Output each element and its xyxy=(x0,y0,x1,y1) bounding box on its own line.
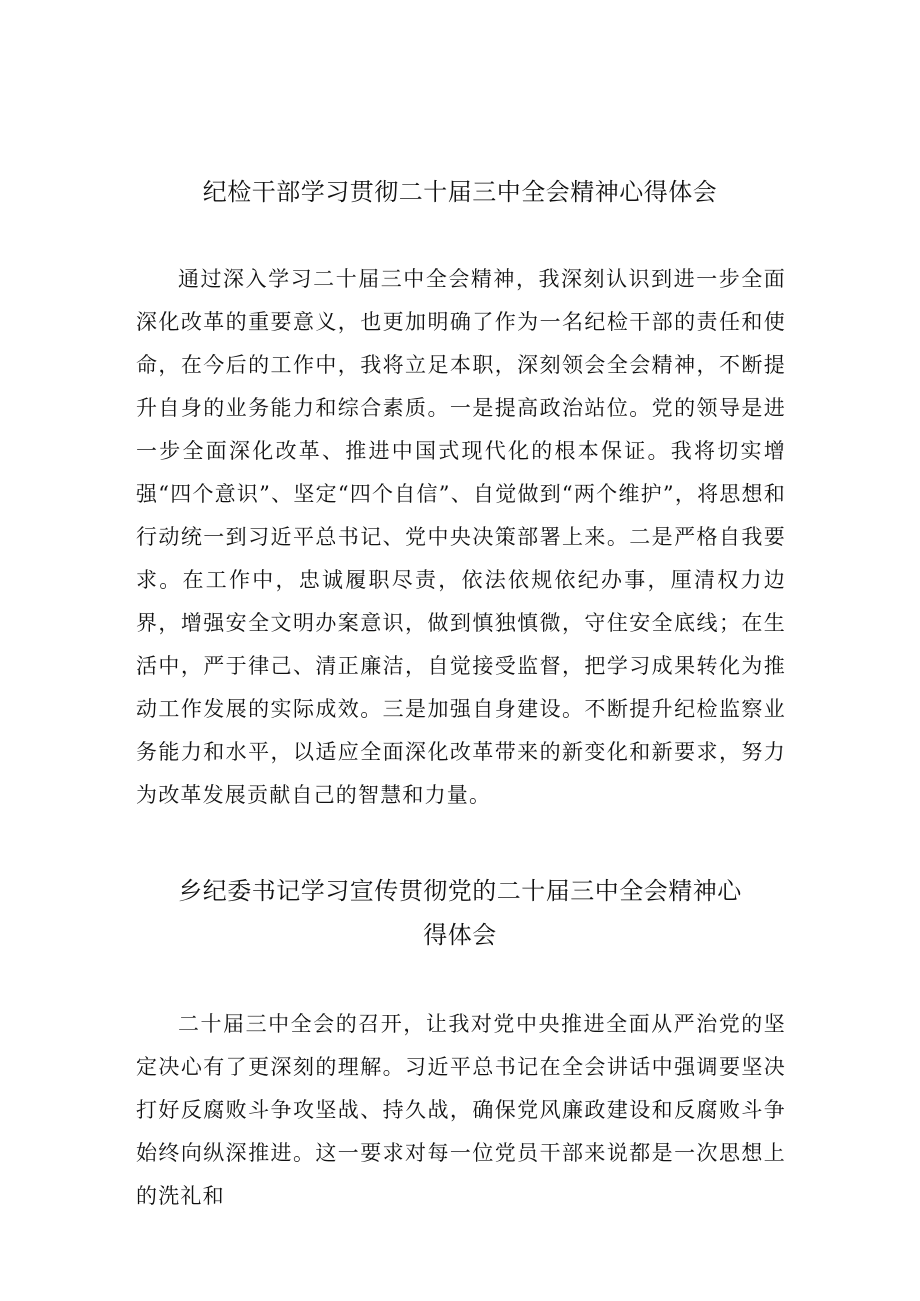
section-2-title-line-2: 得体会 xyxy=(423,921,497,949)
section-1-title: 纪检干部学习贯彻二十届三中全会精神心得体会 xyxy=(202,178,718,206)
section-1-paragraph: 通过深入学习二十届三中全会精神，我深刻认识到进一步全面深化改革的重要意义，也更加明确了作为一名纪检干部的责任和使命，在今后的工作中，我将立足本职，深刻领会全会精神，不断提升自身的业务能力和综合素质。一是提高政治站位。党的领导是进一步全面深化改革、推进中国式现代化的根本保证。我将切实增强“四个意识”、坚定“四个自信”、自觉做到“两个维护”，将思想和行动统一到习近平总书记、党中央决策部署上来。二是严格自我要求。在工作中，忠诚履职尽责，依法依规依纪办事，厘清权力边界，增强安全文明办案意识，做到慎独慎微，守住安全底线；在生活中，严于律己、清正廉洁，自觉接受监督，把学习成果转化为推动工作发展的实际成效。三是加强自身建设。不断提升纪检监察业务能力和水平，以适应全面深化改革带来的新变化和新要求，努力为改革发展贡献自己的智慧和力量。 xyxy=(136,267,786,807)
section-2-title xyxy=(120,869,800,957)
section-2-paragraph: 二十届三中全会的召开，让我对党中央推进全面从严治党的坚定决心有了更深刻的理解。习近平总书记在全会讲话中强调要坚决打好反腐败斗争攻坚战、持久战，确保党风廉政建设和反腐败斗争始终向纵深推进。这一要求对每一位党员干部来说都是一次思想上的洗礼和 xyxy=(136,1012,786,1208)
section-2-title-line-1: 乡纪委书记学习宣传贯彻党的二十届三中全会精神心 xyxy=(178,877,742,905)
